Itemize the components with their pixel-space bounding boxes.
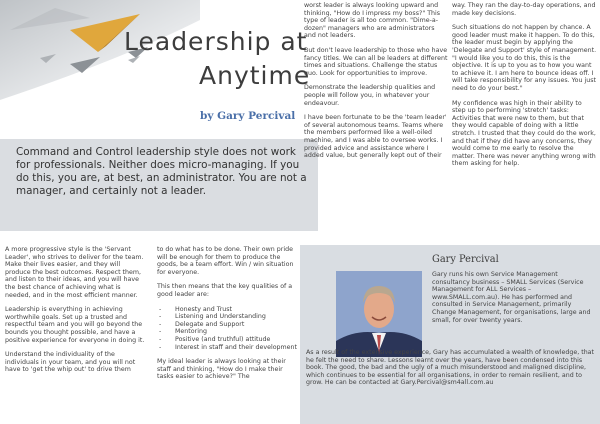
bio-text-beside-photo: Gary runs his own Service Management consultancy business – SMALL Services (Service Management for ALL Services – www.SMALL.com.au). He has performed and consulted in Service Management, primarily Change Management, for organisations, large and small, for over twenty years. [432, 271, 591, 324]
author-name: Gary Percival [432, 254, 499, 265]
paragraph: worst leader is always looking upward and thinking, "How do I impress my boss?" This type of leader is all too common. "Dime-a-dozen" managers who are administrators and not leaders. [304, 2, 441, 40]
list-item: - Mentoring [159, 328, 207, 336]
paragraph: to do what has to be done. Their own pride will be enough for them to produce the goods, be a team effort. Win / win situation for everyone. [157, 246, 294, 276]
column-3 [304, 2, 448, 167]
byline: by Gary Percival [200, 110, 296, 122]
paragraph: I have been fortunate to be the 'team leader' of several autonomous teams. Teams where the members performed like a well-oiled machine, and I was able to oversee works. I provided advice and assistance where I added value, but generally kept out of their [304, 114, 447, 160]
column-1 [5, 246, 147, 381]
list-item: - Delegate and Support [159, 320, 245, 328]
paragraph: Demonstrate the leadership qualities and people will follow you, in whatever your endeavour. [304, 84, 436, 107]
paragraph: way. They ran the day-to-day operations, and made key decisions. [452, 2, 596, 17]
list-item: - Positive (and truthful) attitude [159, 335, 271, 343]
column-4 [452, 2, 597, 175]
list-marker: - [159, 328, 162, 336]
paragraph: A more progressive style is the 'Servant Leader', who strives to deliver for the team. Make their lives easier, and they will produce the best outcomes. Respect them, and listen to their ideas, and you will have the best chance of achieving what is needed, and in the most efficient manner. [5, 246, 144, 299]
bio-text-below: As a result of the extensive experience, Gary has accumulated a wealth of knowledge, that he felt the need to share. Lessons learnt over the years, have been condensed into this book. The good, the bad and the ugly of a much misunderstood and maligned discipline, which continues to be essential for all organisations, in order to remain resilient, and to grow. He can be contacted at Gary.Percival@sm4all.com.au [306, 349, 595, 387]
paragraph: But don't leave leadership to those who have fancy titles. We can all be leaders at different times and situations. Challenge the status quo. Look for opportunities to improve. [304, 46, 448, 77]
list-marker: - [159, 320, 162, 328]
list-marker: - [159, 343, 162, 351]
paragraph: My ideal leader is always looking at their staff and thinking, "How do I make their tasks easier to achieve?" The [157, 358, 286, 381]
article-title-line-1: Leadership at [124, 27, 308, 56]
pullquote-text: Command and Control leadership style does not work for professionals. Neither does micro-managing. If you do this, you are, at best, an administrator. You are not a manager, and certainly not a leader. [16, 146, 307, 197]
column-2 [157, 246, 299, 388]
list-marker: - [159, 313, 162, 321]
list-marker: - [159, 335, 162, 343]
qualities-list [157, 306, 299, 352]
list-item: - Listening and Understanding [159, 313, 266, 321]
paragraph: Leadership is everything in achieving worthwhile goals. Set up a trusted and respectful team and you will go beyond the bounds you thought possible, and have a positive experience for everyone in doing it. [5, 306, 145, 344]
author-photo [336, 271, 422, 357]
paragraph: My confidence was high in their ability to step up to performing 'stretch' tasks: Activities that were new to them, but that they would capable of doing with a little stretch. I trusted that they could do the work, and that if they did have any concerns, they would come to me early to resolve the matter. There was never anything wrong with them asking for help. [452, 99, 596, 168]
paragraph: Such situations do not happen by chance. A good leader must make it happen. To do this, the leader must begin by applying the 'Delegate and Support' style of management. "I would like you to do this, this is the objective. It is up to you as to how you want to achieve it. I am here to bounce ideas off. I will take responsibility for any issues. You just need to do your best." [452, 24, 597, 92]
paragraph: Understand the individuality of the individuals in your team, and you will not have to 'get the whip out' to drive them [5, 351, 136, 374]
list-marker: - [159, 305, 162, 313]
qualities-intro: This then means that the key qualities of a good leader are: [157, 283, 293, 298]
author-portrait-graphic [336, 271, 422, 357]
list-item: - Honesty and Trust [159, 305, 233, 313]
list-item: - Interest in staff and their development [159, 343, 298, 351]
article-title-line-2: Anytime [199, 61, 311, 90]
